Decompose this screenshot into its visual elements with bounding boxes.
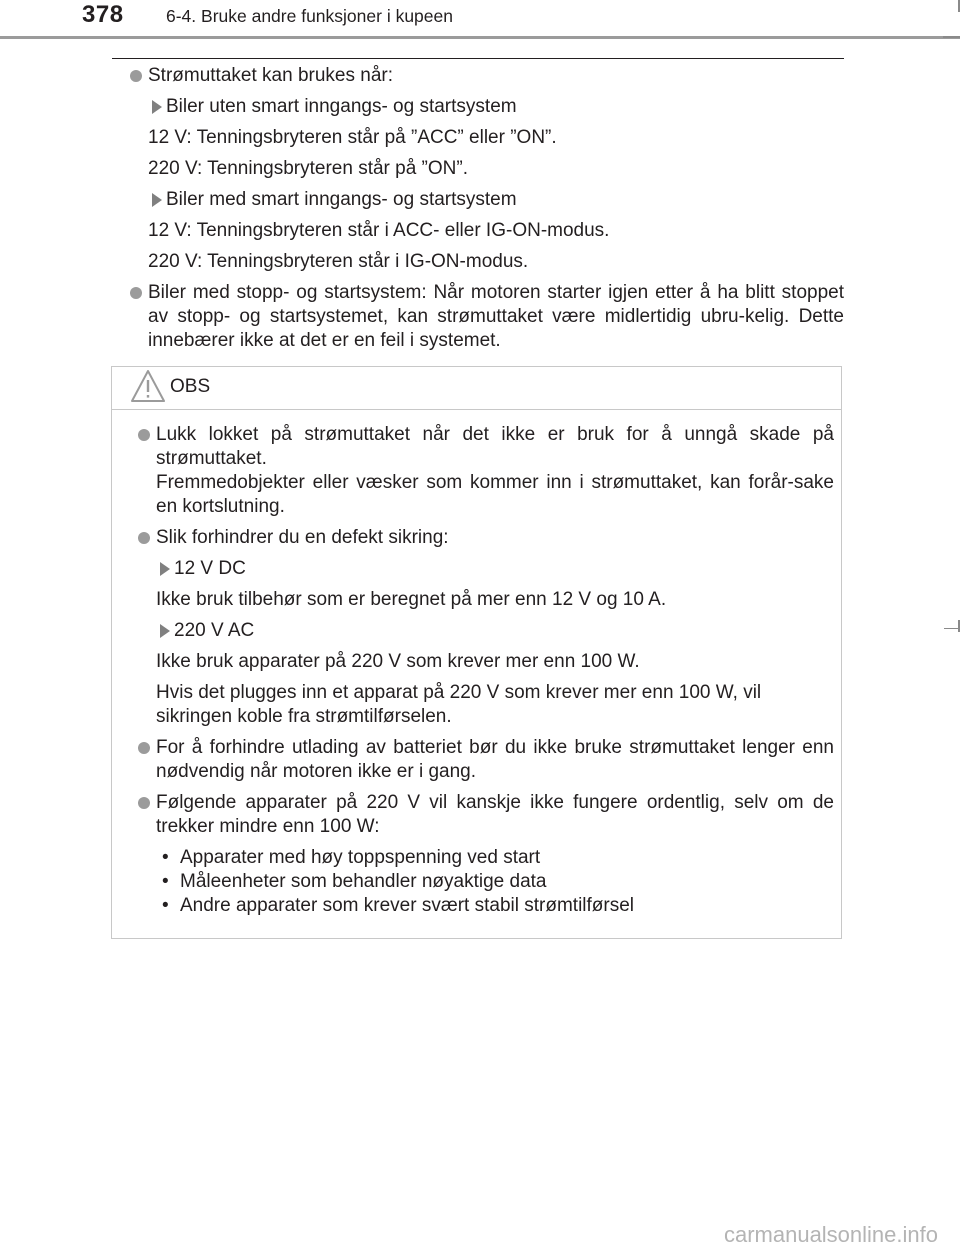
- header-divider: [0, 36, 960, 39]
- sub-heading: 220 V AC: [156, 619, 834, 643]
- caution-header: [112, 367, 841, 410]
- bullet-dot-icon: [138, 742, 156, 754]
- caution-box: [111, 366, 842, 939]
- triangle-arrow-icon: [156, 619, 174, 643]
- list-item: Slik forhindrer du en defekt sikring:: [138, 526, 834, 550]
- triangle-arrow-icon: [148, 188, 166, 212]
- watermark: carmanualsonline.info: [723, 1222, 938, 1247]
- paragraph: 220 V: Tenningsbryteren står i IG-ON-modus.: [148, 251, 529, 272]
- list-item: • Måleenheter som behandler nøyaktige data: [162, 871, 547, 892]
- sub-heading: Biler uten smart inngangs- og startsystem: [148, 95, 844, 119]
- sub-heading: Biler med smart inngangs- og startsystem: [148, 188, 844, 212]
- caution-body: [138, 423, 834, 918]
- list-item: Lukk lokket på strømuttaket når det ikke er bruk for å unngå skade på strømuttaket. Fremmedobjekter eller væsker som kommer inn i strømuttaket, kan forår-sake en kortslutning.: [138, 423, 834, 519]
- paragraph: Ikke bruk tilbehør som er beregnet på mer enn 12 V og 10 A.: [156, 589, 667, 610]
- sub-heading: 12 V DC: [156, 557, 834, 581]
- device-list: [162, 846, 834, 918]
- page-number: 378: [82, 1, 124, 28]
- bullet-dot-icon: [130, 70, 148, 82]
- list-item: For å forhindre utlading av batteriet bør du ikke bruke strømuttaket lenger enn nødvendig når motoren ikke er i gang.: [138, 736, 834, 784]
- warning-triangle-icon: [130, 369, 166, 403]
- list-item: Følgende apparater på 220 V vil kanskje ikke fungere ordentlig, selv om de trekker mindre enn 100 W:: [138, 791, 834, 839]
- crop-mark: [943, 36, 960, 38]
- paragraph: Hvis det plugges inn et apparat på 220 V som krever mer enn 100 W, vil sikringen koble fra strømtilførselen.: [156, 682, 762, 727]
- paragraph: 12 V: Tenningsbryteren står i ACC- eller IG-ON-modus.: [148, 220, 610, 241]
- triangle-arrow-icon: [156, 557, 174, 581]
- bullet-dot-icon: [138, 797, 156, 809]
- list-item: Biler med stopp- og startsystem: Når motoren starter igjen etter å ha blitt stoppet av stopp- og startsystemet, kan strømuttaket være midlertidig ubru-kelig. Dette innebærer ikke at det er en feil i systemet.: [130, 281, 844, 353]
- crop-mark: [944, 628, 960, 629]
- main-content: [130, 64, 844, 353]
- page-header: [0, 0, 960, 40]
- bullet-dot-icon: [138, 429, 156, 441]
- list-item: • Apparater med høy toppspenning ved start: [162, 847, 541, 868]
- triangle-arrow-icon: [148, 95, 166, 119]
- list-item: • Andre apparater som krever svært stabil strømtilførsel: [162, 895, 635, 916]
- caution-title: OBS: [170, 376, 211, 397]
- list-item: Strømuttaket kan brukes når:: [130, 64, 844, 88]
- paragraph: 12 V: Tenningsbryteren står på ”ACC” eller ”ON”.: [148, 127, 557, 148]
- content-top-rule: [112, 58, 844, 59]
- section-title: 6-4. Bruke andre funksjoner i kupeen: [166, 6, 453, 26]
- paragraph: 220 V: Tenningsbryteren står på ”ON”.: [148, 158, 468, 179]
- bullet-dot-icon: [138, 532, 156, 544]
- paragraph: Ikke bruk apparater på 220 V som krever mer enn 100 W.: [156, 651, 640, 672]
- bullet-dot-icon: [130, 287, 148, 299]
